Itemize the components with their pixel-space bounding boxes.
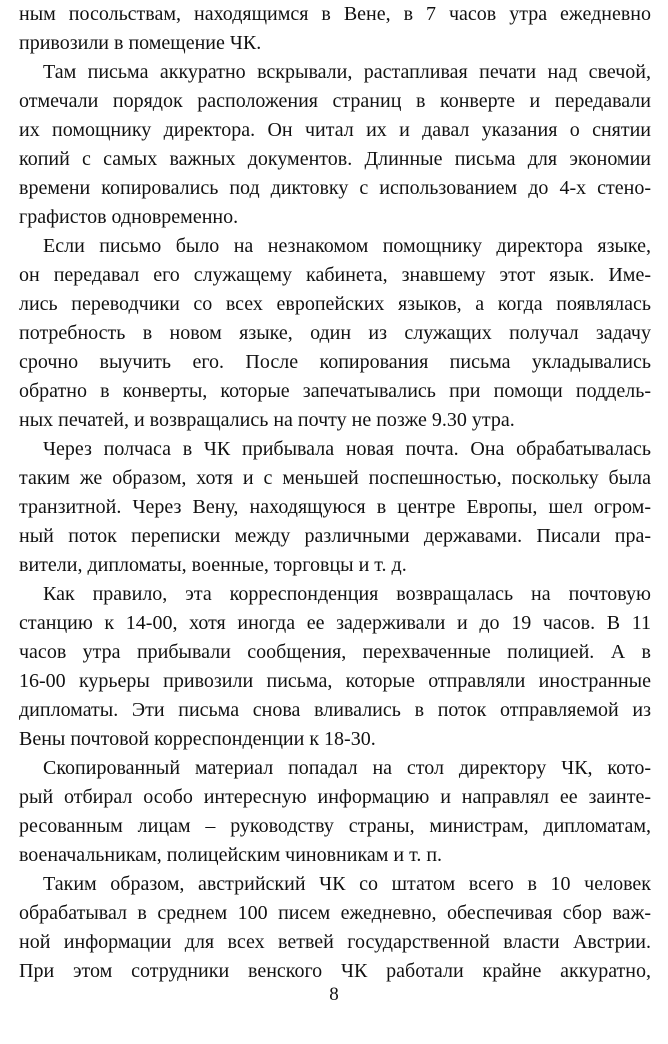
text-line: ресованным лицам – руководству страны, министрам, дипломатам, bbox=[19, 815, 651, 837]
paragraph bbox=[19, 870, 651, 986]
paragraph bbox=[19, 232, 651, 435]
text-line: вители, дипломаты, военные, торговцы и т. д. bbox=[19, 554, 407, 576]
text-line: Таким образом, австрийский ЧК со штатом всего в 10 человек bbox=[43, 873, 651, 895]
text-line: он передавал его служащему кабинета, знавшему этот язык. Име- bbox=[19, 264, 651, 286]
text-line: Там письма аккуратно вскрывали, растапливая печати над свечой, bbox=[43, 61, 651, 83]
text-line: отмечали порядок расположения страниц в конверте и передавали bbox=[19, 90, 651, 112]
text-line: При этом сотрудники венского ЧК работали крайне аккуратно, bbox=[19, 960, 651, 982]
text-line: таким же образом, хотя и с меньшей поспешностью, поскольку была bbox=[19, 467, 651, 489]
paragraph bbox=[19, 754, 651, 870]
text-line: 16-00 курьеры привозили письма, которые отправляли иностранные bbox=[19, 670, 651, 692]
text-line: Скопированный материал попадал на стол директору ЧК, кото- bbox=[43, 757, 651, 779]
text-line: обратно в конверты, которые запечатывались при помощи поддель- bbox=[19, 380, 651, 402]
text-line: графистов одновременно. bbox=[19, 206, 239, 228]
paragraph bbox=[19, 580, 651, 754]
text-line: Через полчаса в ЧК прибывала новая почта. Она обрабатывалась bbox=[43, 438, 651, 460]
text-line: ным посольствам, находящимся в Вене, в 7 часов утра ежедневно bbox=[19, 3, 651, 25]
text-line: потребность в новом языке, один из служащих получал задачу bbox=[19, 322, 651, 344]
text-line: станцию к 14-00, хотя иногда ее задерживали и до 19 часов. В 11 bbox=[19, 612, 651, 634]
text-line: их помощнику директора. Он читал их и давал указания о снятии bbox=[19, 119, 651, 141]
text-line: обрабатывал в среднем 100 писем ежедневно, обеспечивая сбор важ- bbox=[19, 902, 651, 924]
text-line: ных печатей, и возвращались на почту не позже 9.30 утра. bbox=[19, 409, 515, 431]
document-page bbox=[19, 0, 651, 986]
paragraph bbox=[19, 58, 651, 232]
text-line: рый отбирал особо интересную информацию и направлял ее заинте- bbox=[19, 786, 651, 808]
body-text bbox=[19, 0, 651, 986]
text-line: транзитной. Через Вену, находящуюся в центре Европы, шел огром- bbox=[19, 496, 651, 518]
text-line: Если письмо было на незнакомом помощнику директора языке, bbox=[43, 235, 651, 257]
text-line: копий с самых важных документов. Длинные письма для экономии bbox=[19, 148, 651, 170]
text-line: привозили в помещение ЧК. bbox=[19, 32, 262, 54]
text-line: Как правило, эта корреспонденция возвращалась на почтовую bbox=[43, 583, 651, 605]
text-line: ный поток переписки между различными державами. Писали пра- bbox=[19, 525, 651, 547]
text-line: часов утра прибывали сообщения, перехваченные полицией. А в bbox=[19, 641, 651, 663]
text-line: ной информации для всех ветвей государственной власти Австрии. bbox=[19, 931, 651, 953]
text-line: срочно выучить его. После копирования письма укладывались bbox=[19, 351, 651, 373]
text-line: дипломаты. Эти письма снова вливались в поток отправляемой из bbox=[19, 699, 651, 721]
text-line: Вены почтовой корреспонденции к 18-30. bbox=[19, 728, 376, 750]
paragraph bbox=[19, 0, 651, 58]
text-line: времени копировались под диктовку с использованием до 4-х стено- bbox=[19, 177, 651, 199]
text-line: военачальникам, полицейским чиновникам и т. п. bbox=[19, 844, 443, 866]
page-number: 8 bbox=[329, 984, 339, 1005]
text-line: лись переводчики со всех европейских языков, а когда появлялась bbox=[19, 293, 651, 315]
paragraph bbox=[19, 435, 651, 580]
